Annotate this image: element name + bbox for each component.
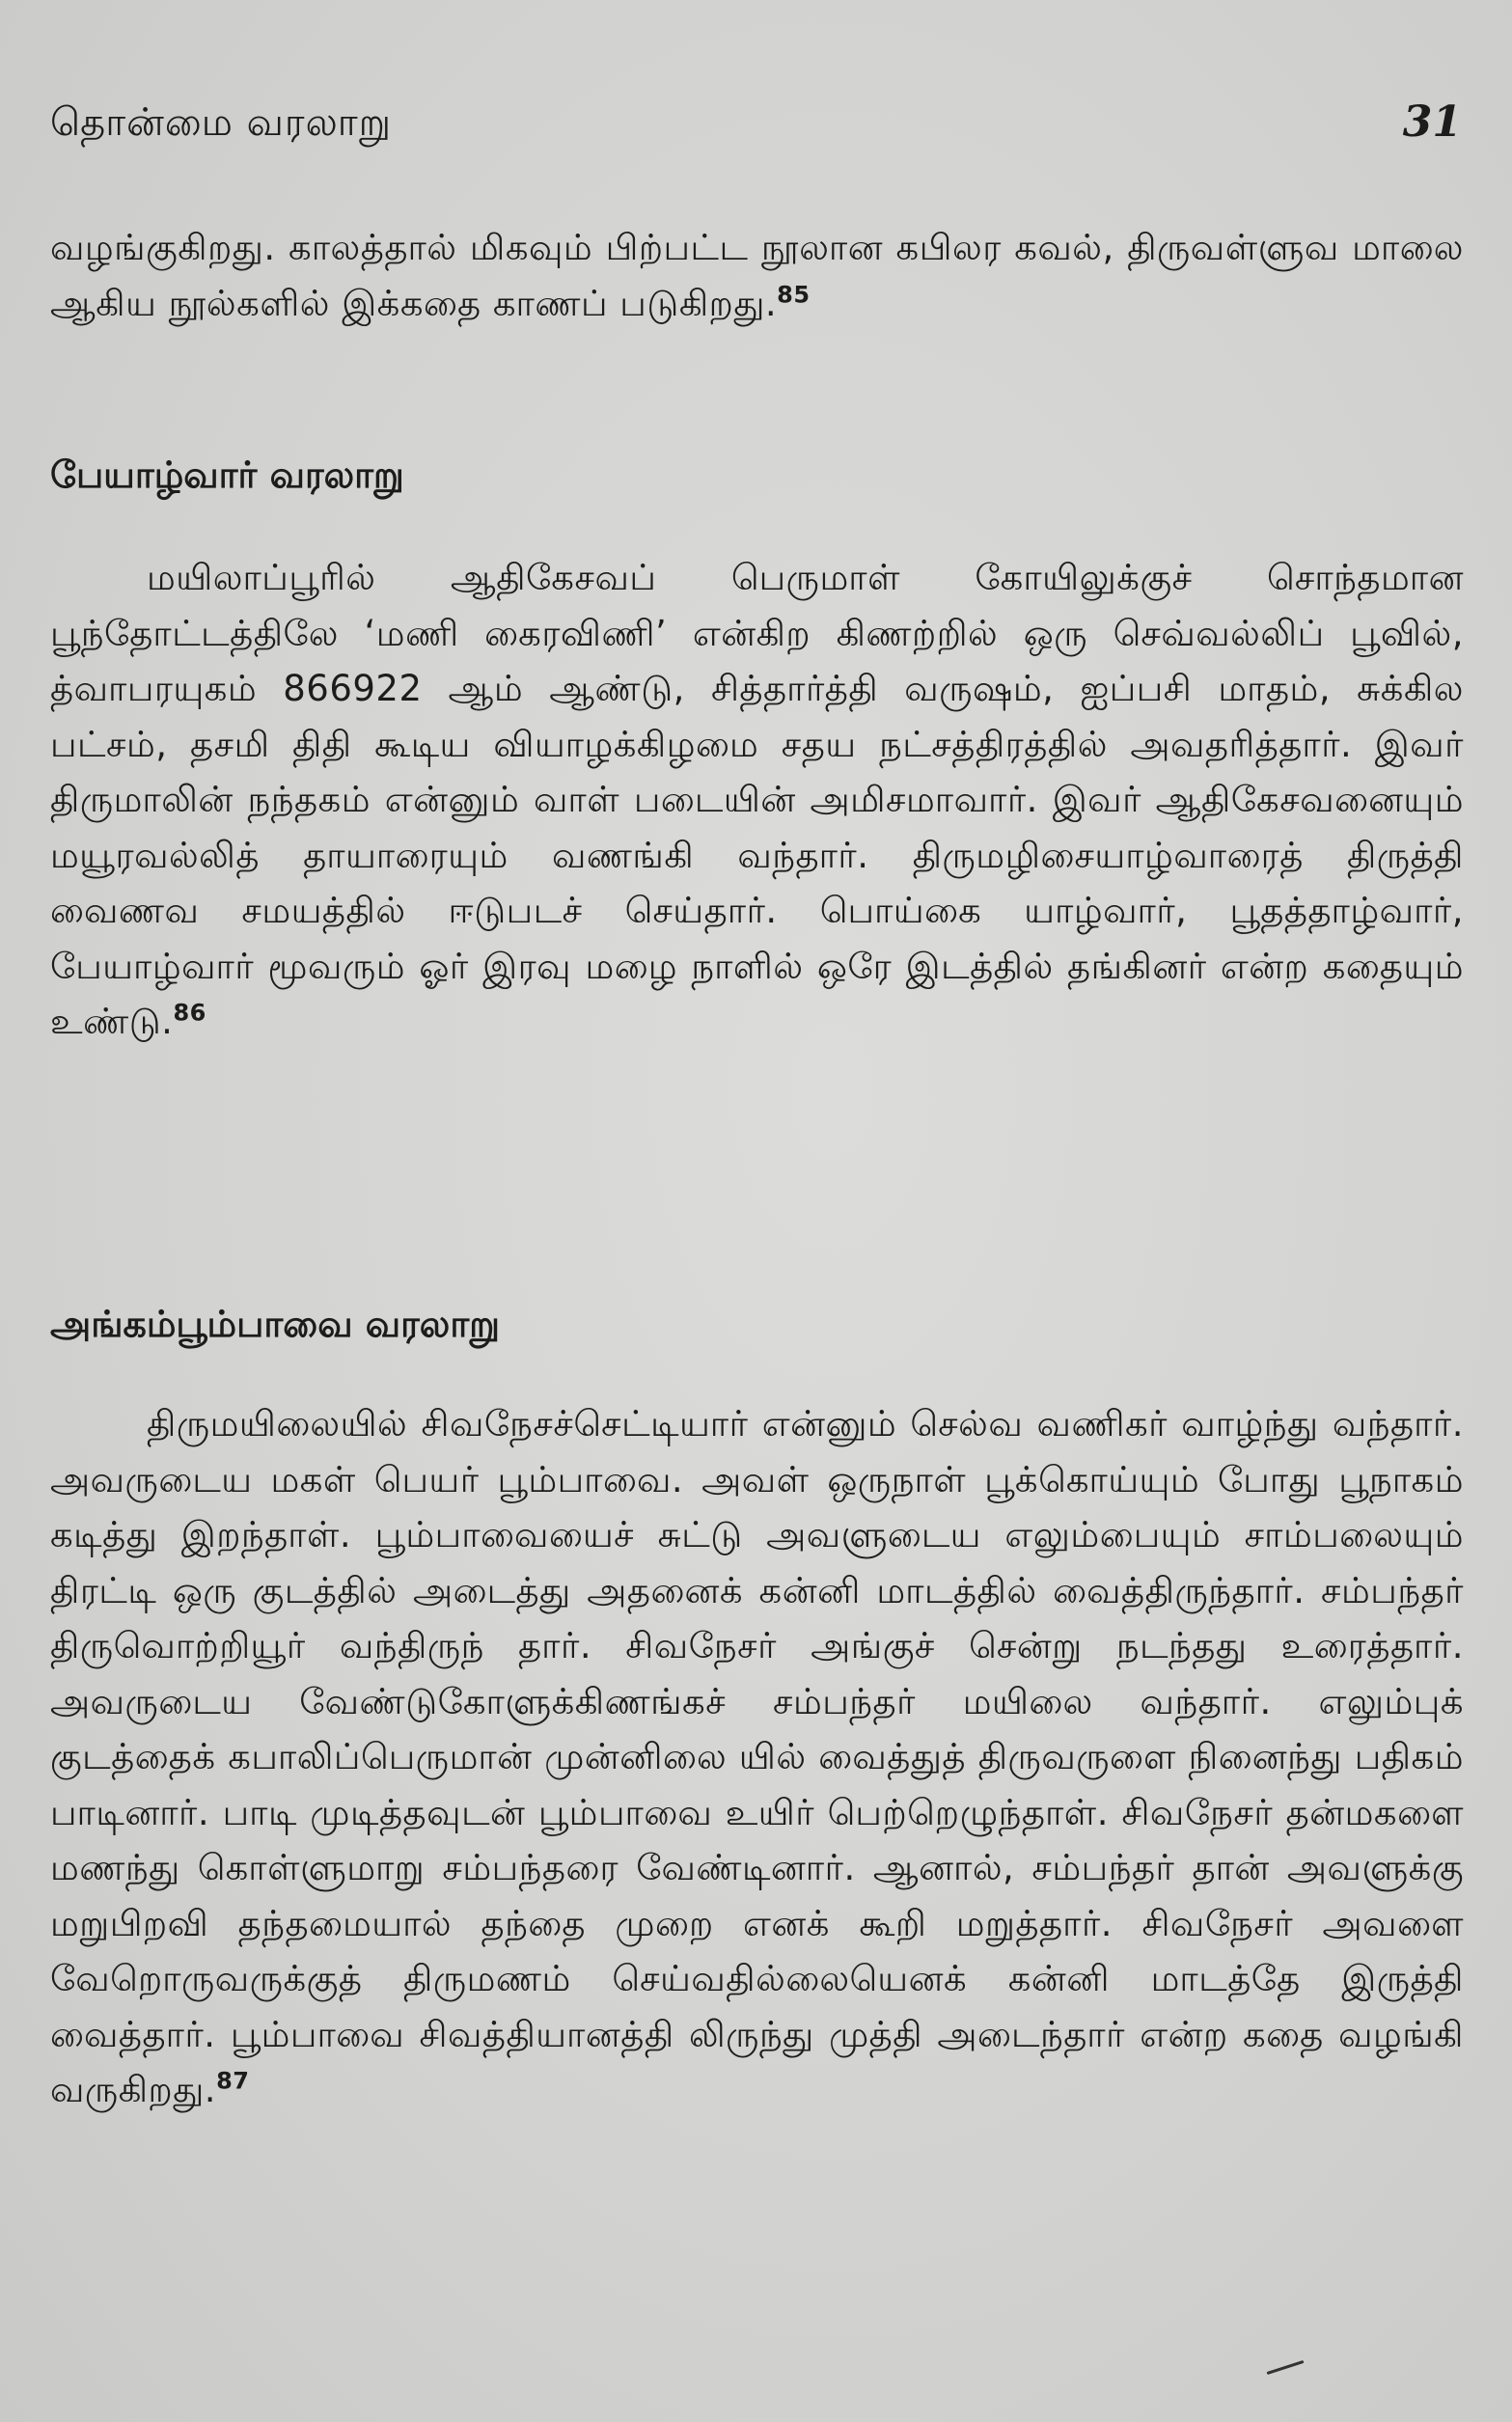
angampoompavai-paragraph [50, 1396, 1464, 2118]
pen-mark [1267, 2360, 1305, 2375]
running-title: தொன்மை வரலாறு [50, 100, 393, 145]
footnote-marker-86: 86 [173, 999, 206, 1027]
page-number: 31 [1402, 97, 1462, 147]
page-header [50, 89, 1462, 156]
intro-text: வழங்குகிறது. காலத்தால் மிகவும் பிற்பட்ட நூலான கபிலர கவல், திருவள்ளுவ மாலை ஆகிய நூல்களில் இக்கதை காணப் படுகிறது. [50, 227, 1464, 324]
footnote-marker-85: 85 [777, 281, 811, 309]
section-heading-peyalvar: பேயாழ்வார் வரலாறு [50, 454, 404, 496]
section-heading-angampoompavai: அங்கம்பூம்பாவை வரலாறு [50, 1303, 500, 1345]
angampoompavai-text: திருமயிலையில் சிவநேசச்செட்டியார் என்னும் செல்வ வணிகர் வாழ்ந்து வந்தார். அவருடைய மகள் பெயர் பூம்பாவை. அவள் ஒருநாள் பூக்கொய்யும் போது பூநாகம் கடித்து இறந்தாள். பூம்பாவையைச் சுட்டு அவளுடைய எலும்பையும் சாம்பலையும் திரட்டி ஒரு குடத்தில் அடைத்து அதனைக் கன்னி மாடத்தில் வைத்திருந்தார். சம்பந்தர் திருவொற்றியூர் வந்திருந் தார். சிவநேசர் அங்குச் சென்று நடந்தது உரைத்தார். அவருடைய வேண்டுகோளுக்கிணங்கச் சம்பந்தர் மயிலை வந்தார். எலும்புக் குடத்தைக் கபாலிப்பெருமான் முன்னிலை யில் வைத்துத் திருவருளை நினைந்து பதிகம் பாடினார். பாடி முடித்தவுடன் பூம்பாவை உயிர் பெற்றெழுந்தாள். சிவநேசர் தன்மகளை மணந்து கொள்ளுமாறு சம்பந்தரை வேண்டினார். ஆனால், சம்பந்தர் தான் அவளுக்கு மறுபிறவி தந்தமையால் தந்தை முறை எனக் கூறி மறுத்தார். சிவநேசர் அவளை வேறொருவருக்குத் திருமணம் செய்வதில்லையெனக் கன்னி மாடத்தே இருத்தி வைத்தார். பூம்பாவை சிவத்தியானத்தி லிருந்து முத்தி அடைந்தார் என்ற கதை வழங்கி வருகிறது. [50, 1403, 1464, 2110]
peyalvar-paragraph [50, 550, 1464, 1050]
peyalvar-text: மயிலாப்பூரில் ஆதிகேசவப் பெருமாள் கோயிலுக்குச் சொந்தமான பூந்தோட்டத்திலே ‘மணி கைரவிணி’ என்கிற கிணற்றில் ஒரு செவ்வல்லிப் பூவில், த்வாபரயுகம் 866922 ஆம் ஆண்டு, சித்தார்த்தி வருஷம், ஐப்பசி மாதம், சுக்கில பட்சம், தசமி திதி கூடிய வியாழக்கிழமை சதய நட்சத்திரத்தில் அவதரித்தார். இவர் திருமாலின் நந்தகம் என்னும் வாள் படையின் அமிசமாவார். இவர் ஆதிகேசவனையும் மயூரவல்லித் தாயாரையும் வணங்கி வந்தார். திருமழிசையாழ்வாரைத் திருத்தி வைணவ சமயத்தில் ஈடுபடச் செய்தார். பொய்கை யாழ்வார், பூதத்தாழ்வார், பேயாழ்வார் மூவரும் ஓர் இரவு மழை நாளில் ஒரே இடத்தில் தங்கினர் என்ற கதையும் உண்டு. [50, 557, 1464, 1042]
footnote-marker-87: 87 [216, 2067, 250, 2095]
intro-paragraph [50, 220, 1464, 331]
